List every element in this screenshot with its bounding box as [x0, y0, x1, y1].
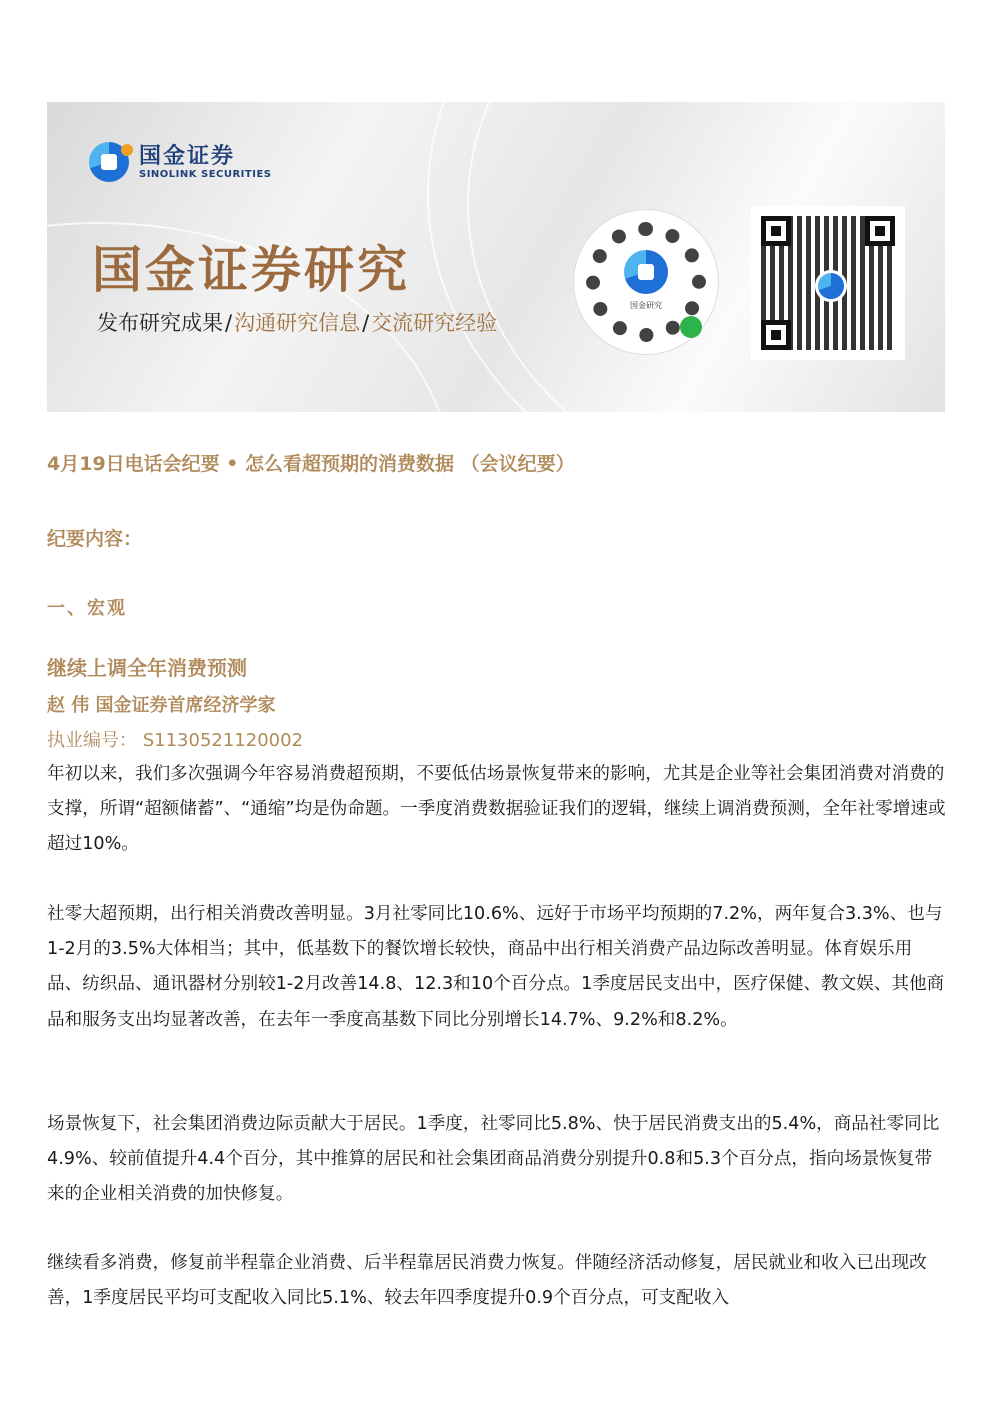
qr-finder-icon	[761, 216, 791, 246]
section-title: 继续上调全年消费预测	[47, 656, 247, 680]
company-logo	[89, 142, 271, 182]
subtitle-segment-publish: 发布研究成果	[97, 311, 223, 335]
paragraph: 继续看多消费，修复前半程靠企业消费、后半程靠居民消费力恢复。伴随经济活动修复，居民就业和收入已出现改善，1季度居民平均可支配收入同比5.1%、较去年四季度提升0.9个百分点，可支配收入	[47, 1253, 927, 1309]
paragraph: 年初以来，我们多次强调今年容易消费超预期，不要低估场景恢复带来的影响，尤其是企业等社会集团消费对消费的支撑，所谓“超额储蓄”、“通缩”均是伪命题。一季度消费数据验证我们的逻辑，继续上调消费预测，全年社零增速或超过10%。	[47, 764, 946, 855]
logo-name-cn: 国金证券	[139, 143, 236, 169]
logo-name-en: SINOLINK SECURITIES	[139, 168, 272, 180]
qr-logo-icon	[815, 270, 847, 302]
banner-subtitle	[97, 307, 497, 337]
mini-program-label: 国金研究	[630, 301, 662, 310]
mini-program-logo-icon	[624, 250, 668, 294]
qr-code[interactable]	[751, 206, 905, 360]
analyst-name: 赵 伟 国金证券首席经济学家	[47, 695, 276, 716]
paragraph: 场景恢复下，社会集团消费边际贡献大于居民。1季度，社零同比5.8%、快于居民消费支出的5.4%，商品社零同比4.9%、较前值提升4.4个百分，其中推算的居民和社会集团商品消费分别提升0.8和5.3个百分点，指向场景恢复带来的企业相关消费的加快修复。	[47, 1114, 940, 1205]
subtitle-segment-exchange: 交流研究经验	[371, 311, 498, 335]
subtitle-separator: /	[362, 311, 370, 335]
document-title: 4月19日电话会纪要 • 怎么看超预期的消费数据 （会议纪要）	[47, 453, 575, 475]
paragraph: 社零大超预期，出行相关消费改善明显。3月社零同比10.6%、远好于市场平均预期的7.2%，两年复合3.3%、也与1-2月的3.5%大体相当；其中，低基数下的餐饮增长较快，商品中出行相关消费产品边际改善明显。体育娱乐用品、纺织品、通讯器材分别较1-2月改善14.8、12.3和10个百分点。1季度居民支出中，医疗保健、教文娱、其他商品和服务支出均显著改善，在去年一季度高基数下同比分别增长14.7%、9.2%和8.2%。	[47, 904, 945, 1030]
header-banner	[47, 102, 945, 412]
summary-label: 纪要内容：	[47, 528, 143, 550]
subtitle-segment-communicate: 沟通研究信息	[234, 311, 361, 335]
wechat-mini-program-icon	[680, 316, 702, 338]
mini-program-code[interactable]	[574, 210, 718, 354]
subtitle-separator: /	[225, 311, 233, 335]
qr-finder-icon	[761, 320, 791, 350]
banner-title: 国金证券研究	[92, 240, 410, 299]
qr-finder-icon	[865, 216, 895, 246]
part-heading: 一、宏观	[47, 598, 127, 619]
logo-icon	[89, 142, 129, 182]
analyst-license: 执业编号： S1130521120002	[47, 730, 304, 751]
